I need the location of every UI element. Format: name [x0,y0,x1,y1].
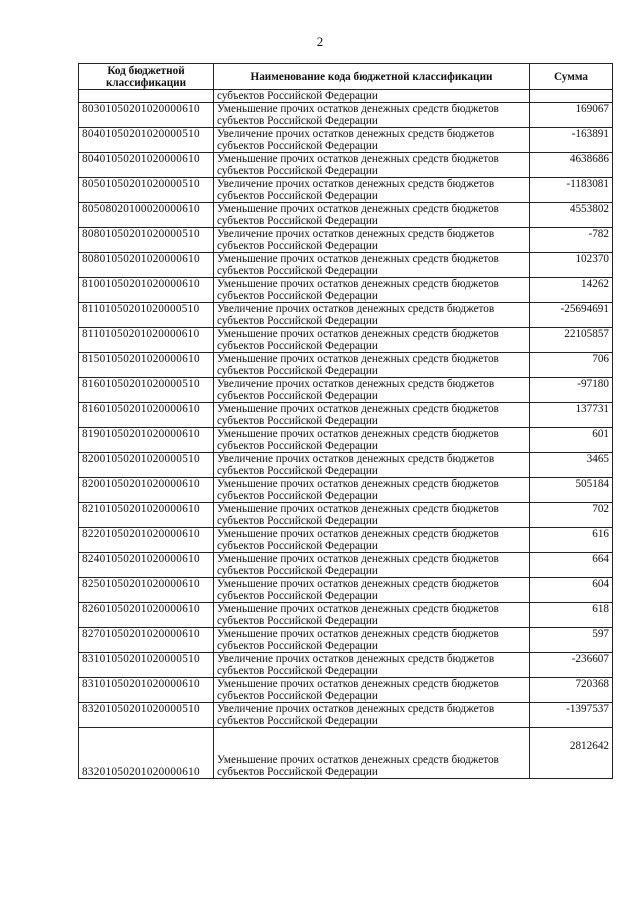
row-sum-cell: 597 [530,628,613,653]
row-code-cell: 82701050201020000610 [79,628,214,653]
table-row [79,528,613,553]
row-sum-cell: 14262 [530,278,613,303]
row-name-cell: Уменьшение прочих остатков денежных средств бюджетов субъектов Российской Федерации [214,728,530,779]
row-sum-cell: 4553802 [530,203,613,228]
row-sum-cell: 137731 [530,403,613,428]
row-code-cell: 81101050201020000510 [79,303,214,328]
row-sum-cell: 505184 [530,478,613,503]
table-row [79,553,613,578]
table-row [79,578,613,603]
row-code-cell: 81001050201020000610 [79,278,214,303]
row-sum-cell: 618 [530,603,613,628]
page-number: 2 [316,34,324,49]
row-sum-cell: 604 [530,578,613,603]
table-row [79,703,613,728]
table-row [79,303,613,328]
table-row [79,128,613,153]
row-sum-cell: 601 [530,428,613,453]
row-sum-cell: 664 [530,553,613,578]
row-code-cell: 83101050201020000510 [79,653,214,678]
table-row [79,103,613,128]
row-name-cell: Уменьшение прочих остатков денежных средств бюджетов субъектов Российской Федерации [214,678,530,703]
header-code: Код бюджетной классификации [79,64,214,90]
row-code-cell: 81601050201020000610 [79,403,214,428]
row-sum-cell: 616 [530,528,613,553]
row-code-cell: 82001050201020000610 [79,478,214,503]
header-name: Наименование кода бюджетной классификации [214,64,530,90]
table-row [79,228,613,253]
table-row [79,628,613,653]
row-code-cell: 82201050201020000610 [79,528,214,553]
table-row [79,678,613,703]
row-name-cell: Увеличение прочих остатков денежных средств бюджетов субъектов Российской Федерации [214,453,530,478]
row-name-cell: Уменьшение прочих остатков денежных средств бюджетов субъектов Российской Федерации [214,153,530,178]
row-name-cell: Уменьшение прочих остатков денежных средств бюджетов субъектов Российской Федерации [214,428,530,453]
table-row [79,378,613,403]
table-row [79,178,613,203]
table-row [79,253,613,278]
row-sum-cell: -97180 [530,378,613,403]
table-row [79,153,613,178]
row-code-cell: 82101050201020000610 [79,503,214,528]
row-sum-cell: -782 [530,228,613,253]
table-row [79,603,613,628]
row-name-cell: Уменьшение прочих остатков денежных средств бюджетов субъектов Российской Федерации [214,353,530,378]
row-name-cell: Увеличение прочих остатков денежных средств бюджетов субъектов Российской Федерации [214,128,530,153]
table-row [79,428,613,453]
row-sum-cell: -236607 [530,653,613,678]
row-name-cell: Уменьшение прочих остатков денежных средств бюджетов субъектов Российской Федерации [214,328,530,353]
row-name-cell: Уменьшение прочих остатков денежных средств бюджетов субъектов Российской Федерации [214,578,530,603]
table-row [79,278,613,303]
row-sum-cell: 2812642 [530,728,613,779]
row-code-cell: 82601050201020000610 [79,603,214,628]
row-sum-cell: 3465 [530,453,613,478]
row-name-cell: Увеличение прочих остатков денежных средств бюджетов субъектов Российской Федерации [214,178,530,203]
row-name-cell: Уменьшение прочих остатков денежных средств бюджетов субъектов Российской Федерации [214,628,530,653]
continuation-code-cell [79,90,214,103]
table-row [79,653,613,678]
row-code-cell: 80401050201020000610 [79,153,214,178]
row-name-cell: Уменьшение прочих остатков денежных средств бюджетов субъектов Российской Федерации [214,503,530,528]
row-code-cell: 80508020100020000610 [79,203,214,228]
row-name-cell: Уменьшение прочих остатков денежных средств бюджетов субъектов Российской Федерации [214,278,530,303]
row-name-cell: Увеличение прочих остатков денежных средств бюджетов субъектов Российской Федерации [214,378,530,403]
row-name-cell: Уменьшение прочих остатков денежных средств бюджетов субъектов Российской Федерации [214,603,530,628]
row-name-cell: Уменьшение прочих остатков денежных средств бюджетов субъектов Российской Федерации [214,203,530,228]
row-name-cell: Уменьшение прочих остатков денежных средств бюджетов субъектов Российской Федерации [214,478,530,503]
row-code-cell: 83201050201020000510 [79,703,214,728]
row-name-cell: Уменьшение прочих остатков денежных средств бюджетов субъектов Российской Федерации [214,403,530,428]
row-sum-cell: 102370 [530,253,613,278]
row-code-cell: 80801050201020000510 [79,228,214,253]
row-code-cell: 80501050201020000510 [79,178,214,203]
row-sum-cell: -1397537 [530,703,613,728]
row-code-cell: 83201050201020000610 [79,728,214,779]
row-code-cell: 82401050201020000610 [79,553,214,578]
row-sum-cell: -25694691 [530,303,613,328]
row-code-cell: 81501050201020000610 [79,353,214,378]
budget-classification-table [78,63,613,779]
continuation-sum-cell [530,90,613,103]
table-row [79,728,613,779]
row-name-cell: Уменьшение прочих остатков денежных средств бюджетов субъектов Российской Федерации [214,253,530,278]
row-name-cell: Уменьшение прочих остатков денежных средств бюджетов субъектов Российской Федерации [214,103,530,128]
table-row [79,203,613,228]
row-name-cell: Уменьшение прочих остатков денежных средств бюджетов субъектов Российской Федерации [214,528,530,553]
table-row [79,403,613,428]
table-header-row [79,64,613,90]
row-code-cell: 83101050201020000610 [79,678,214,703]
row-code-cell: 81601050201020000510 [79,378,214,403]
table-body [79,90,613,779]
row-sum-cell: 22105857 [530,328,613,353]
row-sum-cell: 720368 [530,678,613,703]
row-name-cell: Уменьшение прочих остатков денежных средств бюджетов субъектов Российской Федерации [214,553,530,578]
continuation-name-cell: субъектов Российской Федерации [214,90,530,103]
row-code-cell: 80801050201020000610 [79,253,214,278]
header-sum: Сумма [530,64,613,90]
row-name-cell: Увеличение прочих остатков денежных средств бюджетов субъектов Российской Федерации [214,703,530,728]
row-sum-cell: 169067 [530,103,613,128]
row-code-cell: 81901050201020000610 [79,428,214,453]
table-row [79,503,613,528]
row-code-cell: 81101050201020000610 [79,328,214,353]
row-sum-cell: -163891 [530,128,613,153]
row-sum-cell: -1183081 [530,178,613,203]
row-name-cell: Увеличение прочих остатков денежных средств бюджетов субъектов Российской Федерации [214,228,530,253]
row-code-cell: 80401050201020000510 [79,128,214,153]
row-code-cell: 82001050201020000510 [79,453,214,478]
table-row [79,353,613,378]
row-sum-cell: 702 [530,503,613,528]
table-row [79,453,613,478]
row-sum-cell: 4638686 [530,153,613,178]
row-code-cell: 80301050201020000610 [79,103,214,128]
continuation-row [79,90,613,103]
table-row [79,478,613,503]
row-name-cell: Увеличение прочих остатков денежных средств бюджетов субъектов Российской Федерации [214,653,530,678]
table-row [79,328,613,353]
row-sum-cell: 706 [530,353,613,378]
row-code-cell: 82501050201020000610 [79,578,214,603]
row-name-cell: Увеличение прочих остатков денежных средств бюджетов субъектов Российской Федерации [214,303,530,328]
